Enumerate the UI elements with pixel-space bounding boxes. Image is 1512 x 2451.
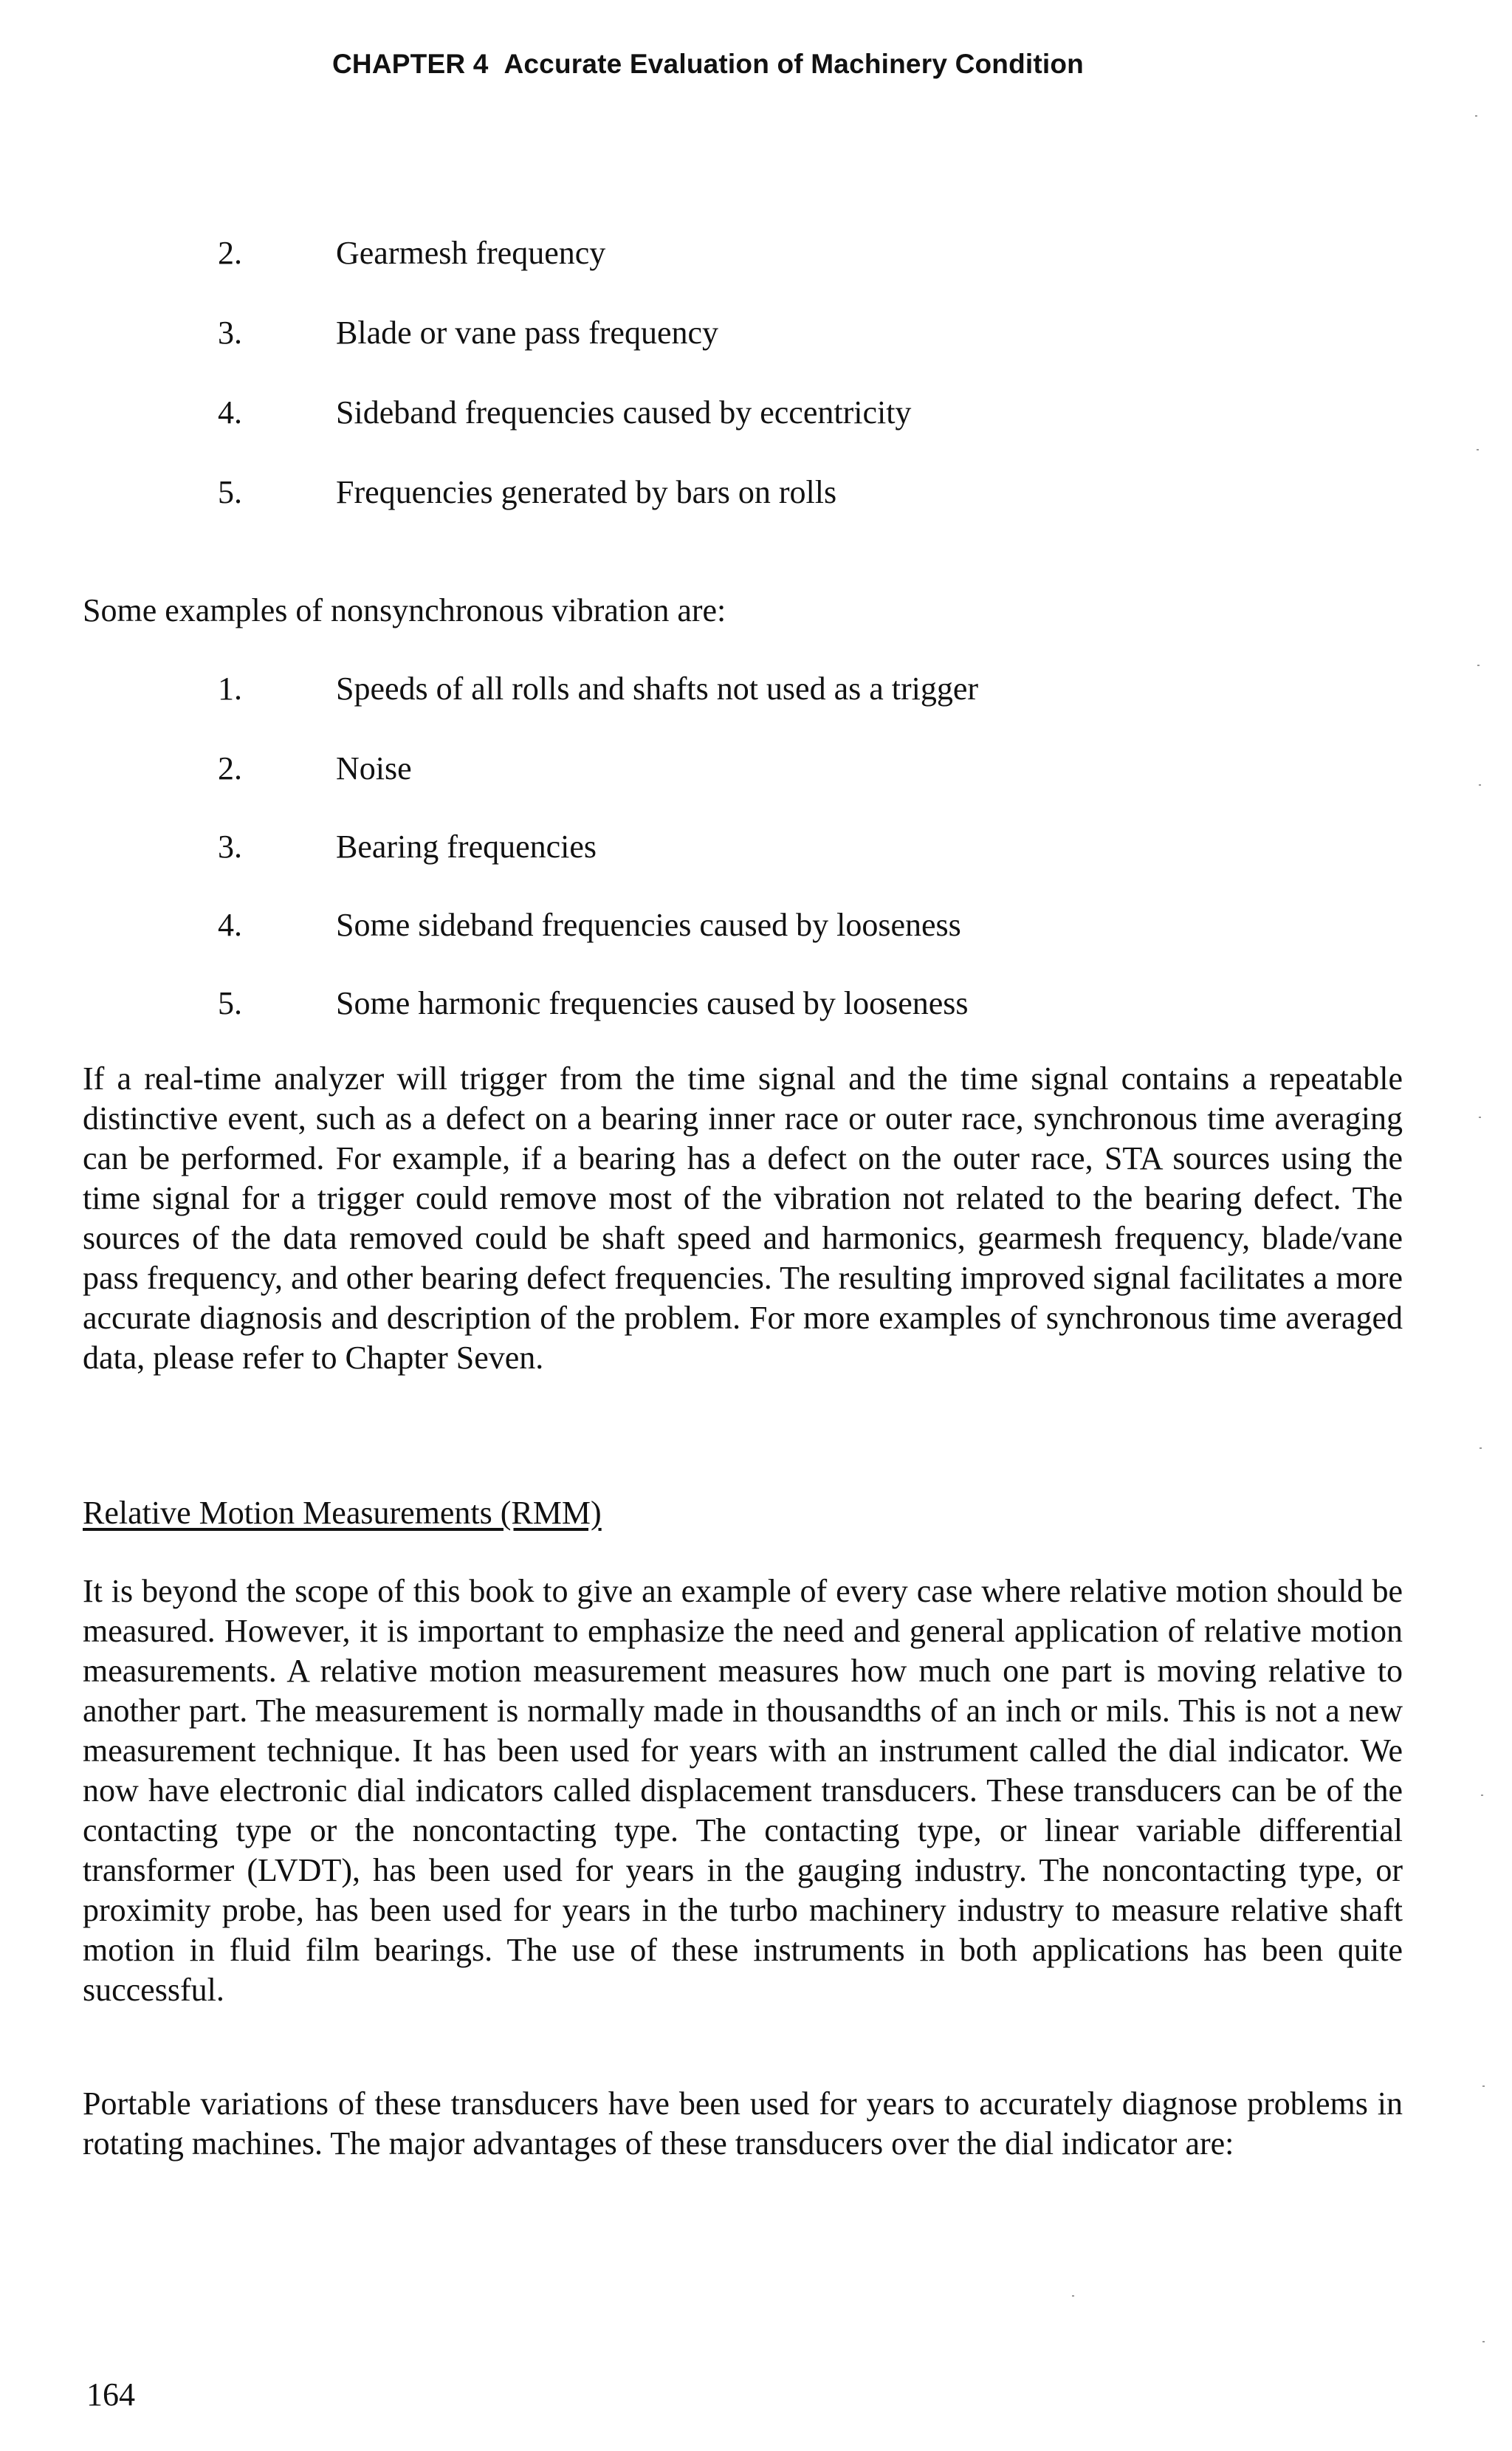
scan-mark (1477, 449, 1479, 450)
list-text: Speeds of all rolls and shafts not used as a trigger (336, 671, 979, 707)
section-heading: Relative Motion Measurements (RMM) (83, 1495, 602, 1531)
list-number: 4. (218, 907, 242, 943)
running-header (332, 49, 1084, 80)
list-number: 3. (218, 829, 242, 865)
page-number: 164 (86, 2376, 135, 2413)
sta-paragraph: If a real-time analyzer will trigger from the time signal and the time signal contains a repeatable distinctive event, such as a defect on a bearing inner race or outer race, synchronous time averaging can be performed. For example, if a bearing has a defect on the outer race, STA sources using the time signal for a trigger could remove most of the vibration not related to the bearing defect. The sources of the data removed could be shaft speed and harmonics, gearmesh frequency, blade/vane pass frequency, and other bearing defect frequencies. The resulting improved signal facilitates a more accurate diagnosis and description of the problem. For more examples of synchronous time averaged data, please refer to Chapter Seven. (83, 1060, 1403, 1376)
scan-mark (1475, 115, 1477, 117)
chapter-label: CHAPTER 4 (332, 49, 489, 79)
list-number: 5. (218, 474, 242, 510)
scan-mark (1482, 2341, 1485, 2342)
rmm-paragraph: It is beyond the scope of this book to give an example of every case where relative motion should be measured. However, it is important to emphasize the need and general application of relative motion measurements. A relative motion measurement measures how much one part is moving relative to another part. The measurement is normally made in thousandths of an inch or mils. This is not a new measurement technique. It has been used for years with an instrument called the dial indicator. We now have electronic dial indicators called displacement transducers. These transducers can be of the contacting type or the noncontacting type. The contacting type, or linear variable differential transformer (LVDT), has been used for years in the gauging industry. The noncontacting type, or proximity probe, has been used for years in the turbo machinery industry to measure relative shaft motion in fluid film bearings. The use of these instruments in both applications has been quite successful. (83, 1573, 1403, 2008)
scan-mark (1481, 1794, 1483, 1796)
scan-mark (1480, 1447, 1482, 1449)
list-number: 1. (218, 671, 242, 707)
list-number: 2. (218, 750, 242, 786)
list-number: 2. (218, 235, 242, 271)
scan-mark (1479, 784, 1481, 786)
chapter-title: Accurate Evaluation of Machinery Condition (504, 49, 1084, 79)
list-number: 4. (218, 394, 242, 431)
list-text: Gearmesh frequency (336, 235, 606, 271)
list-text: Frequencies generated by bars on rolls (336, 474, 837, 510)
portable-paragraph: Portable variations of these transducers have been used for years to accurately diagnose problems in rotating machines. The major advantages of these transducers over the dial indicator are: (83, 2085, 1403, 2162)
list-text: Blade or vane pass frequency (336, 315, 719, 351)
scan-mark (1072, 2295, 1074, 2297)
scan-mark (1482, 2085, 1485, 2087)
list-text: Some harmonic frequencies caused by looseness (336, 985, 969, 1021)
scan-mark (1477, 665, 1480, 666)
scan-mark (1479, 1117, 1481, 1118)
list-text: Bearing frequencies (336, 829, 597, 865)
list-number: 3. (218, 315, 242, 351)
list-text: Sideband frequencies caused by eccentricity (336, 394, 912, 431)
list-number: 5. (218, 985, 242, 1021)
nonsync-intro: Some examples of nonsynchronous vibration are: (83, 592, 726, 628)
list-text: Some sideband frequencies caused by looseness (336, 907, 961, 943)
list-text: Noise (336, 750, 412, 786)
